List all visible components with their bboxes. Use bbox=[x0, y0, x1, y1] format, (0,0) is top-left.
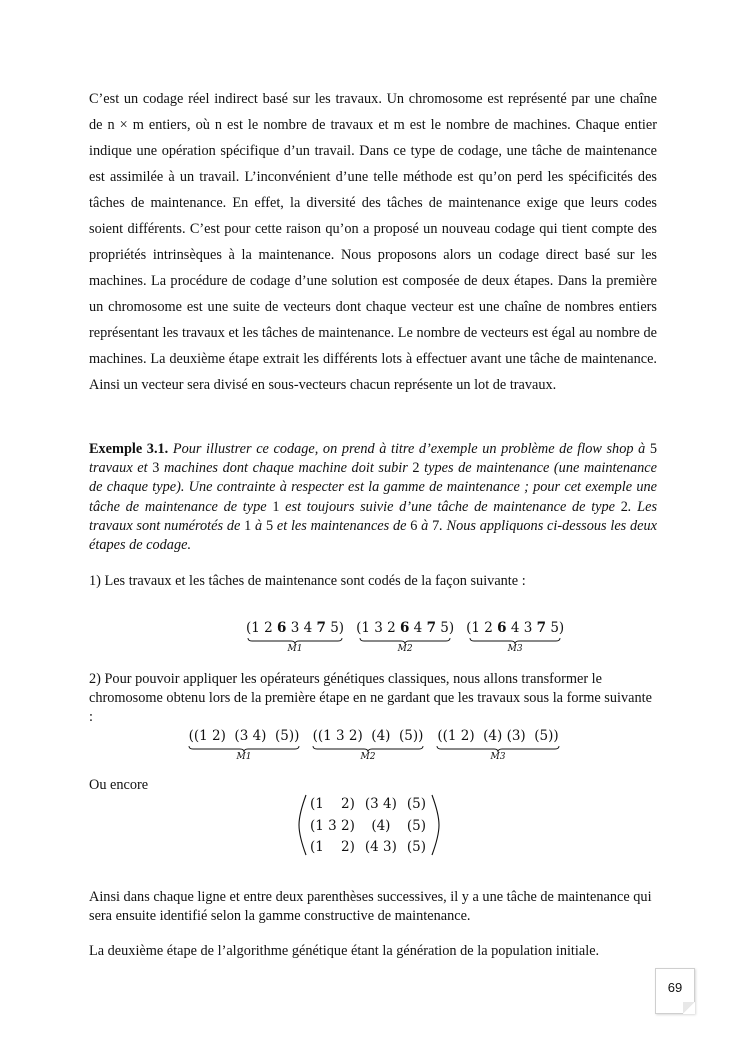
example-paragraph bbox=[89, 440, 657, 555]
example-number: 2 bbox=[412, 460, 420, 477]
machine-label: M3 bbox=[490, 752, 506, 762]
left-paren-icon bbox=[298, 794, 307, 856]
final-paragraph: La deuxième étape de l’algorithme génétique étant la génération de la population initiale. bbox=[89, 943, 600, 959]
vector-m1 bbox=[246, 619, 344, 655]
matrix-cell: (4 3) bbox=[364, 839, 397, 855]
example-text-10: . Nous appliquons ci-dessous les deux étapes de codage. bbox=[89, 517, 657, 554]
example-number: 3 bbox=[152, 460, 160, 477]
example-number: 7 bbox=[432, 517, 440, 534]
page-fold-icon bbox=[683, 1002, 695, 1014]
matrix-table bbox=[307, 794, 431, 859]
example-text-3: machines dont chaque machine doit subir bbox=[163, 460, 408, 477]
example-number: 5 bbox=[265, 517, 274, 534]
example-number: 1 bbox=[244, 517, 252, 534]
example-text-7: à bbox=[255, 517, 263, 534]
matrix-row bbox=[307, 837, 431, 859]
matrix-cell: (5) bbox=[406, 796, 427, 812]
vector-m2 bbox=[312, 727, 424, 763]
step1-text: 1) Les travaux et les tâches de maintenance sont codés de la façon suivante : bbox=[89, 573, 526, 589]
or-text: Ou encore bbox=[89, 777, 149, 793]
example-label: Exemple 3.1. bbox=[89, 441, 169, 457]
machine-label: M2 bbox=[360, 752, 376, 762]
example-text-9: à bbox=[421, 517, 429, 534]
page-number: 69 bbox=[667, 980, 683, 995]
example-text-4: types de maintenance (une maintenance de chaque type). Une contrainte à respecter est la gamme de maintenance ; pour cet exemple une tâche de maintenance de type bbox=[89, 460, 657, 515]
vector-text: ((1 3 2) (4) (5)) bbox=[312, 728, 424, 744]
example-number: 2 bbox=[620, 498, 628, 515]
example-text-5: est toujours suivie d’une tâche de maintenance de type bbox=[285, 498, 616, 515]
matrix-cell: (5) bbox=[406, 839, 427, 855]
page-number-box bbox=[655, 968, 695, 1014]
vector-m2 bbox=[356, 619, 454, 655]
matrix-row bbox=[307, 794, 431, 816]
vector-text: (1 2 6 3 4 7 5) bbox=[246, 620, 345, 636]
step2-vectors bbox=[188, 727, 572, 763]
intro-paragraph: C’est un codage réel indirect basé sur les travaux. Un chromosome est représenté par une chaîne de n × m entiers, où n est le nombre de travaux et m est le nombre de machines. Chaque entier indique une opération spécifique d’un travail. Dans ce type de codage, une tâche de maintenance est assimilée à un travail. L’inconvénient d’une telle méthode est qu’on perd les spécificités des tâches de maintenance. En effet, la diversité des tâches de maintenance exige que leurs codes soient différents. C’est pour cette raison qu’on a proposé un nouveau codage qui tient compte des propriétés intrinsèques à la maintenance. Nous proposons alors un codage direct basé sur les machines. La procédure de codage d’une solution est composée de deux étapes. Dans la première un chromosome est une suite de vecteurs dont chaque vecteur est une chaîne de nombres entiers représentant les travaux et les tâches de maintenance. Le nombre de vecteurs est égal au nombre de machines. La deuxième étape extrait les différents lots à effectuer avant une tâche de maintenance. Ainsi un vecteur sera divisé en sous-vecteurs chacun représente un lot de travaux. bbox=[89, 91, 657, 393]
right-paren-icon bbox=[431, 794, 440, 856]
example-text-2: travaux et bbox=[89, 460, 148, 477]
matrix-cell: (1 2) bbox=[310, 839, 355, 855]
matrix-cell: (1 2) bbox=[310, 796, 355, 812]
conclusion-paragraph: Ainsi dans chaque ligne et entre deux parenthèses successives, il y a une tâche de maintenance qui sera ensuite identifié selon la gamme constructive de maintenance. bbox=[89, 889, 652, 924]
machine-label: M2 bbox=[397, 644, 413, 654]
example-text-8: et les maintenances de bbox=[276, 517, 407, 534]
matrix-cell: (3 4) bbox=[364, 796, 397, 812]
vector-text: (1 2 6 4 3 7 5) bbox=[466, 620, 565, 636]
example-text-1: Pour illustrer ce codage, on prend à titre d’exemple un problème de flow shop à bbox=[172, 441, 646, 457]
machine-label: M1 bbox=[287, 644, 303, 654]
example-number: 1 bbox=[272, 498, 280, 515]
example-number: 5 bbox=[649, 441, 658, 457]
vector-m3 bbox=[466, 619, 564, 655]
step2-text: 2) Pour pouvoir appliquer les opérateurs génétiques classiques, nous allons transformer le chromosome obtenu lors de la première étape en ne gardant que les travaux sous la forme suivante : bbox=[89, 671, 652, 725]
vector-m1 bbox=[188, 727, 300, 763]
vector-text: ((1 2) (4) (3) (5)) bbox=[437, 728, 559, 744]
matrix-row bbox=[307, 816, 431, 838]
machine-label: M3 bbox=[507, 644, 523, 654]
step1-vectors bbox=[246, 619, 576, 655]
example-text-6: . Les travaux sont numérotés de bbox=[89, 498, 658, 534]
vector-text: (1 3 2 6 4 7 5) bbox=[356, 620, 455, 636]
vector-m3 bbox=[436, 727, 560, 763]
matrix-cell: (5) bbox=[406, 817, 427, 834]
matrix-cell: (4) bbox=[371, 817, 391, 834]
vector-text: ((1 2) (3 4) (5)) bbox=[188, 728, 300, 744]
matrix-cell: (1 3 2) bbox=[310, 817, 355, 834]
machine-label: M1 bbox=[236, 752, 252, 762]
example-number: 6 bbox=[410, 517, 418, 534]
matrix bbox=[298, 794, 440, 859]
